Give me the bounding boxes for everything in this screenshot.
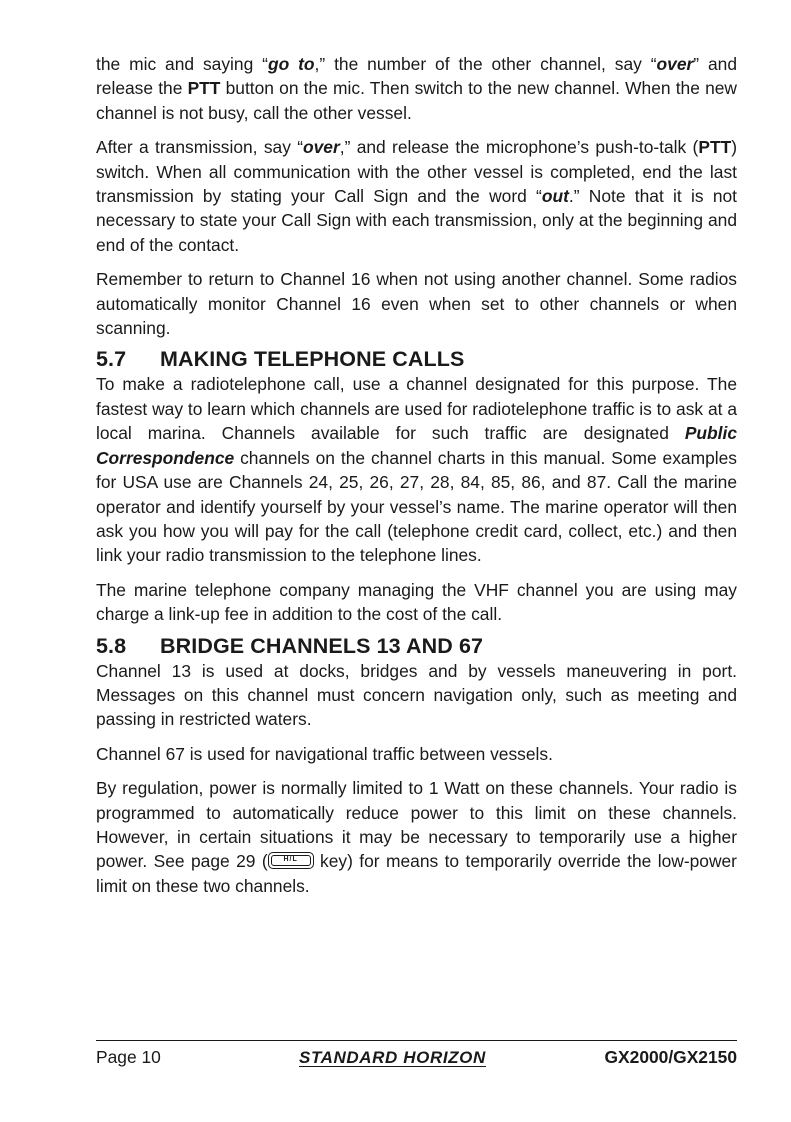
hl-key-label: H/L xyxy=(283,856,298,864)
emphasis-go-to: go to xyxy=(267,54,315,74)
emphasis-over: over xyxy=(303,137,340,158)
paragraph-radio-procedure: the mic and saying “go to,” the number of the other channel, say “over” and release the PTT button on the mic. Then switch to the new channel. When the new channel is not busy, call the other vessel. xyxy=(96,54,738,123)
brand-logo: STANDARD HORIZON xyxy=(299,1048,486,1067)
section-number: 5.7 xyxy=(96,347,127,372)
paragraph-channel-13: Channel 13 is used at docks, bridges and by vessels maneuvering in port. Messages on this channel must concern navigation only, such as meeting and passing in restricted waters. xyxy=(96,660,737,730)
section-title: MAKING TELEPHONE CALLS xyxy=(160,347,465,372)
paragraph-transmission: After a transmission, say “over,” and release the microphone’s push-to-talk (PTT) switch. When all communication with the other vessel is completed, end the last transmission by stating your Call Sign and the word “out.” Note that it is not necessary to state your Call Sign with each transmission, only at the beginning and end of the contact. xyxy=(96,137,737,255)
page-body xyxy=(96,52,737,908)
emphasis-out: out xyxy=(541,186,569,207)
paragraph-channel-67: Channel 67 is used for navigational traffic between vessels. xyxy=(96,743,553,764)
footer-divider xyxy=(96,1040,737,1041)
section-number: 5.8 xyxy=(96,633,127,658)
paragraph-channel-16: Remember to return to Channel 16 when not using another channel. Some radios automatically monitor Channel 16 even when set to other channels or when scanning. xyxy=(96,269,737,339)
paragraph-link-up-fee: The marine telephone company managing the VHF channel you are using may charge a link-up fee in addition to the cost of the call. xyxy=(96,579,737,625)
paragraph-power-limit: By regulation, power is normally limited to 1 Watt on these channels. Your radio is programmed to automatically reduce power to this limit on these channels. However, in certain situations it may be necessary to temporarily use a higher power. See page 29 ( H/L key) for means to temporarily override the low-power limit on these two channels. xyxy=(96,778,737,896)
section-heading-5-7 xyxy=(96,346,737,372)
page-footer xyxy=(96,1046,737,1070)
page-number: Page 10 xyxy=(96,1047,161,1067)
emphasis-ptt: PTT xyxy=(187,78,221,99)
paragraph-telephone-calls: To make a radiotelephone call, use a channel designated for this purpose. The fastest way to learn which channels are used for radiotelephone traffic is to ask at a local marina. Channels available for such traffic are designated Public Correspondence channels on the channel charts in this manual. Some examples for USA use are Channels 24, 25, 26, 27, 28, 84, 85, 86, and 87. Call the marine operator and identify yourself by your vessel’s name. The marine operator will then ask you how you will pay for the call (telephone credit card, collect, etc.) and then link your radio transmission to the telephone lines. xyxy=(96,374,737,566)
section-heading-5-8 xyxy=(96,633,737,659)
emphasis-over: over xyxy=(656,54,694,74)
emphasis-public-correspondence: Public Correspondence xyxy=(96,423,737,468)
section-title: BRIDGE CHANNELS 13 AND 67 xyxy=(160,633,484,658)
emphasis-ptt: PTT xyxy=(698,137,732,158)
model-name: GX2000/GX2150 xyxy=(604,1047,737,1067)
hl-key-icon xyxy=(268,852,314,869)
